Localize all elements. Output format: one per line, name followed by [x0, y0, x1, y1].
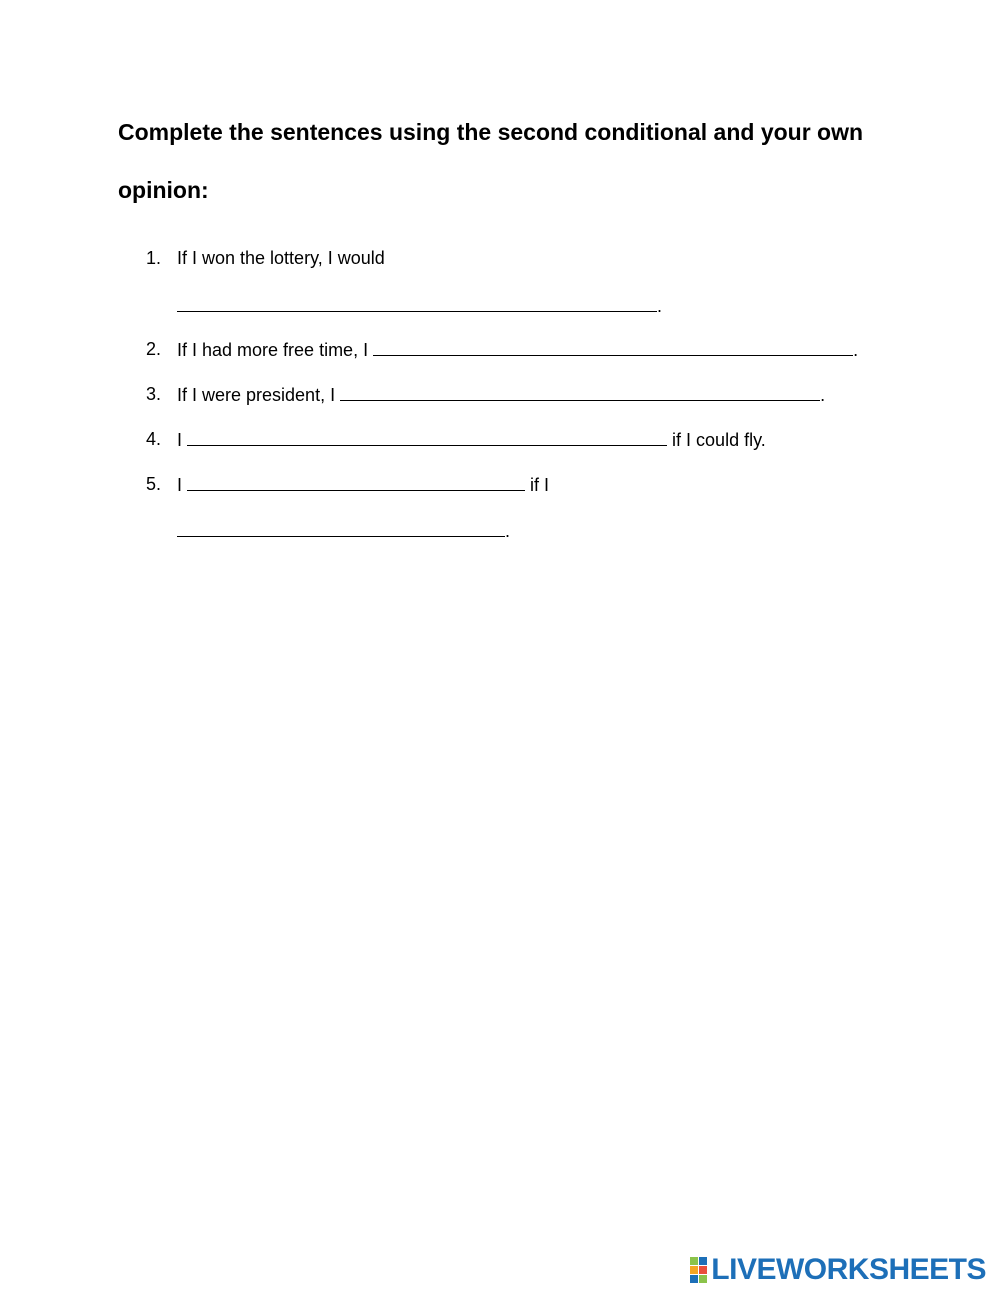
item-text: . [820, 385, 826, 405]
blank-field[interactable] [373, 339, 853, 356]
blank-field[interactable] [340, 384, 820, 401]
item-number: 3. [146, 384, 162, 404]
item-text: . [853, 340, 859, 360]
item-text: if I could fly. [672, 430, 766, 450]
item-text: if I [530, 475, 550, 495]
item-text: If I had more free time, I [177, 340, 369, 360]
blank-field[interactable] [187, 429, 667, 446]
blank-field[interactable] [177, 520, 505, 537]
item-number: 1. [146, 248, 162, 268]
blank-field[interactable] [187, 474, 525, 491]
item-text: I [177, 430, 183, 450]
logo-icon [690, 1257, 707, 1283]
item-number: 4. [146, 429, 162, 449]
item-number: 2. [146, 339, 162, 359]
liveworksheets-logo [690, 1253, 986, 1287]
item-text: If I were president, I [177, 385, 336, 405]
logo-text: LIVEWORKSHEETS [711, 1253, 986, 1286]
blank-field[interactable] [177, 295, 657, 312]
item-number: 5. [146, 474, 162, 494]
item-text: I [177, 475, 183, 495]
item-text: . [505, 521, 511, 541]
item-text: . [657, 296, 663, 316]
answer-line[interactable] [177, 295, 662, 317]
page-title: Complete the sentences using the second conditional and your own opinion: [118, 119, 864, 203]
item-text: If I won the lottery, I would [177, 248, 385, 268]
